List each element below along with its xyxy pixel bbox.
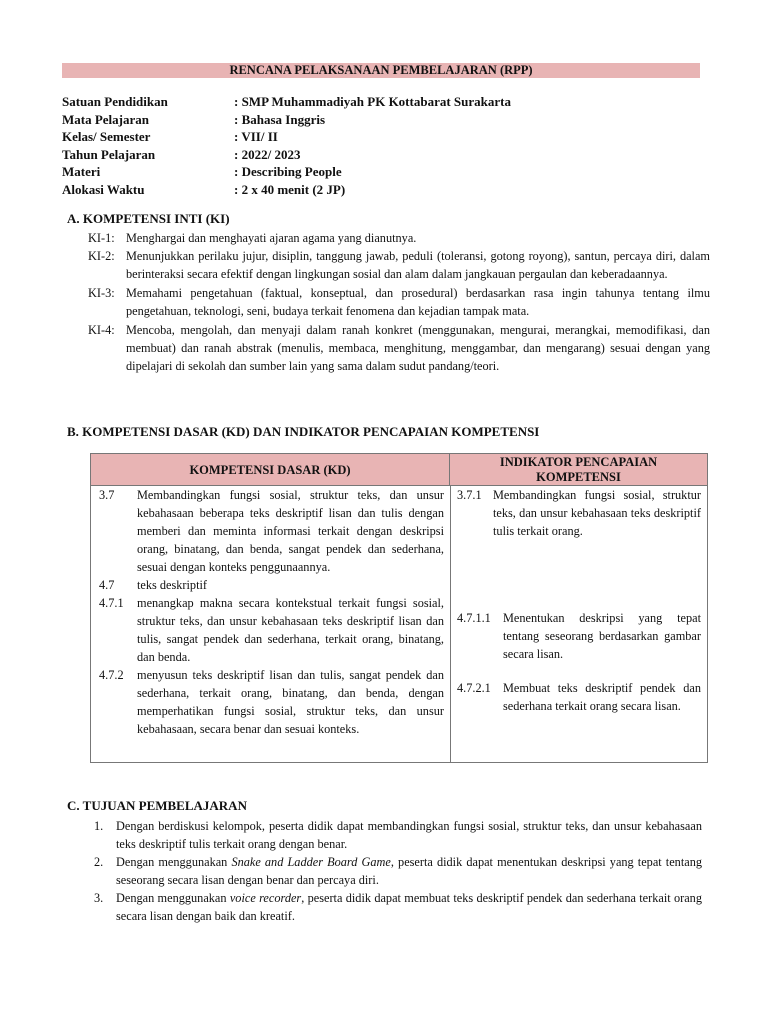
ipk-text: Menentukan deskripsi yang tepat tentang seseorang berdasarkan gambar secara lisan. bbox=[503, 611, 701, 661]
kd-text: menangkap makna secara kontekstual terkait fungsi sosial, struktur teks, dan unsur kebahasaan teks deskriptif lisan dan tulis, sangat pendek dan sederhana, terkait orang, binatang, dan benda. bbox=[137, 596, 444, 664]
identity-row bbox=[62, 128, 511, 146]
identity-value: : Describing People bbox=[234, 164, 342, 180]
identity-row bbox=[62, 146, 511, 164]
kd-column-header: KOMPETENSI DASAR (KD) bbox=[91, 454, 450, 486]
kd-text: Membandingkan fungsi sosial, struktur teks, dan unsur kebahasaan beberapa teks deskriptif lisan dan tulis dengan memberi dan meminta informasi terkait dengan deskripsi orang, binatang, dan benda, sangat pendek dan sederhana, sesuai dengan konteks penggunaannya. bbox=[137, 488, 444, 574]
kd-item bbox=[99, 576, 444, 594]
tujuan-number: 3. bbox=[94, 891, 104, 905]
kd-table bbox=[90, 453, 708, 763]
identity-table bbox=[62, 93, 511, 199]
ki-code: KI-2: bbox=[88, 249, 115, 263]
ipk-number: 4.7.1.1 bbox=[457, 611, 491, 625]
tujuan-text-part: Dengan menggunakan bbox=[116, 891, 230, 905]
tujuan-text-part: , peserta didik dapat membuat teks deskriptif pendek dan sederhana terkait orang secara lisan dengan baik dan kreatif. bbox=[116, 891, 702, 923]
tujuan-list bbox=[94, 817, 702, 925]
ki-text: Memahami pengetahuan (faktual, konseptual, dan prosedural) berdasarkan rasa ingin tahunya tentang ilmu pengetahuan, teknologi, seni, budaya terkait fenomena dan kejadian tampak mata. bbox=[126, 286, 710, 318]
ipk-column-header bbox=[450, 454, 707, 486]
identity-label: Kelas/ Semester bbox=[62, 129, 151, 145]
section-c-heading: C. TUJUAN PEMBELAJARAN bbox=[67, 798, 247, 813]
kd-item bbox=[99, 486, 444, 576]
ki-item bbox=[88, 229, 710, 247]
identity-label: Tahun Pelajaran bbox=[62, 146, 156, 162]
identity-value: : VII/ II bbox=[234, 129, 278, 145]
ipk-cell bbox=[457, 609, 701, 663]
document-title: RENCANA PELAKSANAAN PEMBELAJARAN (RPP) bbox=[62, 63, 700, 78]
ipk-item bbox=[457, 609, 701, 663]
ipk-text: Membuat teks deskriptif pendek dan sederhana terkait orang secara lisan. bbox=[503, 681, 701, 713]
tujuan-item bbox=[94, 853, 702, 889]
column-divider bbox=[450, 486, 451, 762]
kd-number: 4.7 bbox=[99, 578, 115, 592]
ipk-header-line: KOMPETENSI bbox=[536, 470, 621, 484]
ipk-cell bbox=[457, 679, 701, 715]
ki-code: KI-4: bbox=[88, 323, 115, 337]
ipk-item bbox=[457, 679, 701, 715]
section-b-heading: B. KOMPETENSI DASAR (KD) DAN INDIKATOR PENCAPAIAN KOMPETENSI bbox=[67, 424, 540, 439]
ipk-number: 4.7.2.1 bbox=[457, 681, 491, 695]
identity-row bbox=[62, 181, 511, 199]
tujuan-item bbox=[94, 817, 702, 853]
tujuan-number: 1. bbox=[94, 819, 104, 833]
kd-text: menyusun teks deskriptif lisan dan tulis, sangat pendek dan sederhana, terkait orang, binatang, dan benda, dengan memperhatikan fungsi sosial, struktur teks, dan unsur kebahasaan, secara benar dan sesuai konteks. bbox=[137, 668, 444, 736]
tujuan-text-emphasis: voice recorder bbox=[229, 891, 302, 905]
identity-label: Satuan Pendidikan bbox=[62, 94, 168, 109]
kd-item bbox=[99, 594, 444, 666]
identity-value: : Bahasa Inggris bbox=[234, 111, 326, 127]
identity-row bbox=[62, 163, 511, 181]
tujuan-text-part: Dengan menggunakan bbox=[116, 855, 232, 869]
ki-item bbox=[88, 321, 710, 375]
ki-text: Mencoba, mengolah, dan menyaji dalam ranah konkret (menggunakan, mengurai, merangkai, memodifikasi, dan membuat) dan ranah abstrak (menulis, membaca, menghitung, menggambar, dan mengarang) sesuai dengan yang dipelajari di sekolah dan sumber lain yang sama dalam sudut pandang/teori. bbox=[126, 323, 710, 373]
tujuan-text-part: , peserta didik dapat menentukan deskripsi yang tepat tentang seseorang secara lisan dengan benar dan percaya diri. bbox=[116, 855, 702, 887]
tujuan-number: 2. bbox=[94, 855, 104, 869]
ipk-header-line: INDIKATOR PENCAPAIAN bbox=[499, 455, 658, 469]
tujuan-text bbox=[116, 817, 702, 853]
identity-label: Mata Pelajaran bbox=[62, 111, 150, 127]
identity-value: : 2022/ 2023 bbox=[234, 146, 301, 162]
ipk-number: 3.7.1 bbox=[457, 488, 482, 502]
identity-value: : SMP Muhammadiyah PK Kottabarat Surakarta bbox=[234, 94, 511, 109]
ipk-text: Membandingkan fungsi sosial, struktur teks, dan unsur kebahasaan teks deskriptif tulis terkait orang. bbox=[493, 488, 701, 538]
ki-text: Menghargai dan menghayati ajaran agama yang dianutnya. bbox=[126, 231, 417, 245]
kd-text: teks deskriptif bbox=[137, 578, 208, 592]
ipk-item bbox=[457, 486, 701, 540]
ipk-cell bbox=[457, 486, 701, 540]
kd-number: 3.7 bbox=[99, 488, 115, 502]
identity-row bbox=[62, 93, 511, 111]
ki-text: Menunjukkan perilaku jujur, disiplin, tanggung jawab, peduli (toleransi, gotong royong), santun, percaya diri, dalam berinteraksi secara efektif dengan lingkungan sosial dan alam dalam jangkauan pergaulan dan keberadaannya. bbox=[126, 249, 710, 281]
kd-number: 4.7.2 bbox=[99, 668, 124, 682]
ki-list bbox=[88, 229, 710, 375]
tujuan-text-emphasis: Snake and Ladder Board Game bbox=[231, 855, 391, 869]
kd-cell bbox=[99, 486, 444, 738]
ki-code: KI-3: bbox=[88, 286, 115, 300]
kd-number: 4.7.1 bbox=[99, 596, 124, 610]
tujuan-item bbox=[94, 889, 702, 925]
section-a-heading: A. KOMPETENSI INTI (KI) bbox=[67, 211, 230, 226]
identity-label: Alokasi Waktu bbox=[62, 181, 145, 197]
ki-item bbox=[88, 247, 710, 283]
tujuan-text bbox=[116, 889, 702, 925]
identity-value: : 2 x 40 menit (2 JP) bbox=[234, 181, 346, 197]
kd-item bbox=[99, 666, 444, 738]
identity-row bbox=[62, 111, 511, 129]
tujuan-text-part: Dengan berdiskusi kelompok, peserta didik dapat membandingkan fungsi sosial, struktur teks, dan unsur kebahasaan teks deskriptif tulis terkait orang dengan benar. bbox=[116, 819, 702, 851]
tujuan-text bbox=[116, 853, 702, 889]
ki-code: KI-1: bbox=[88, 231, 115, 245]
ki-item bbox=[88, 284, 710, 320]
identity-label: Materi bbox=[62, 164, 101, 180]
